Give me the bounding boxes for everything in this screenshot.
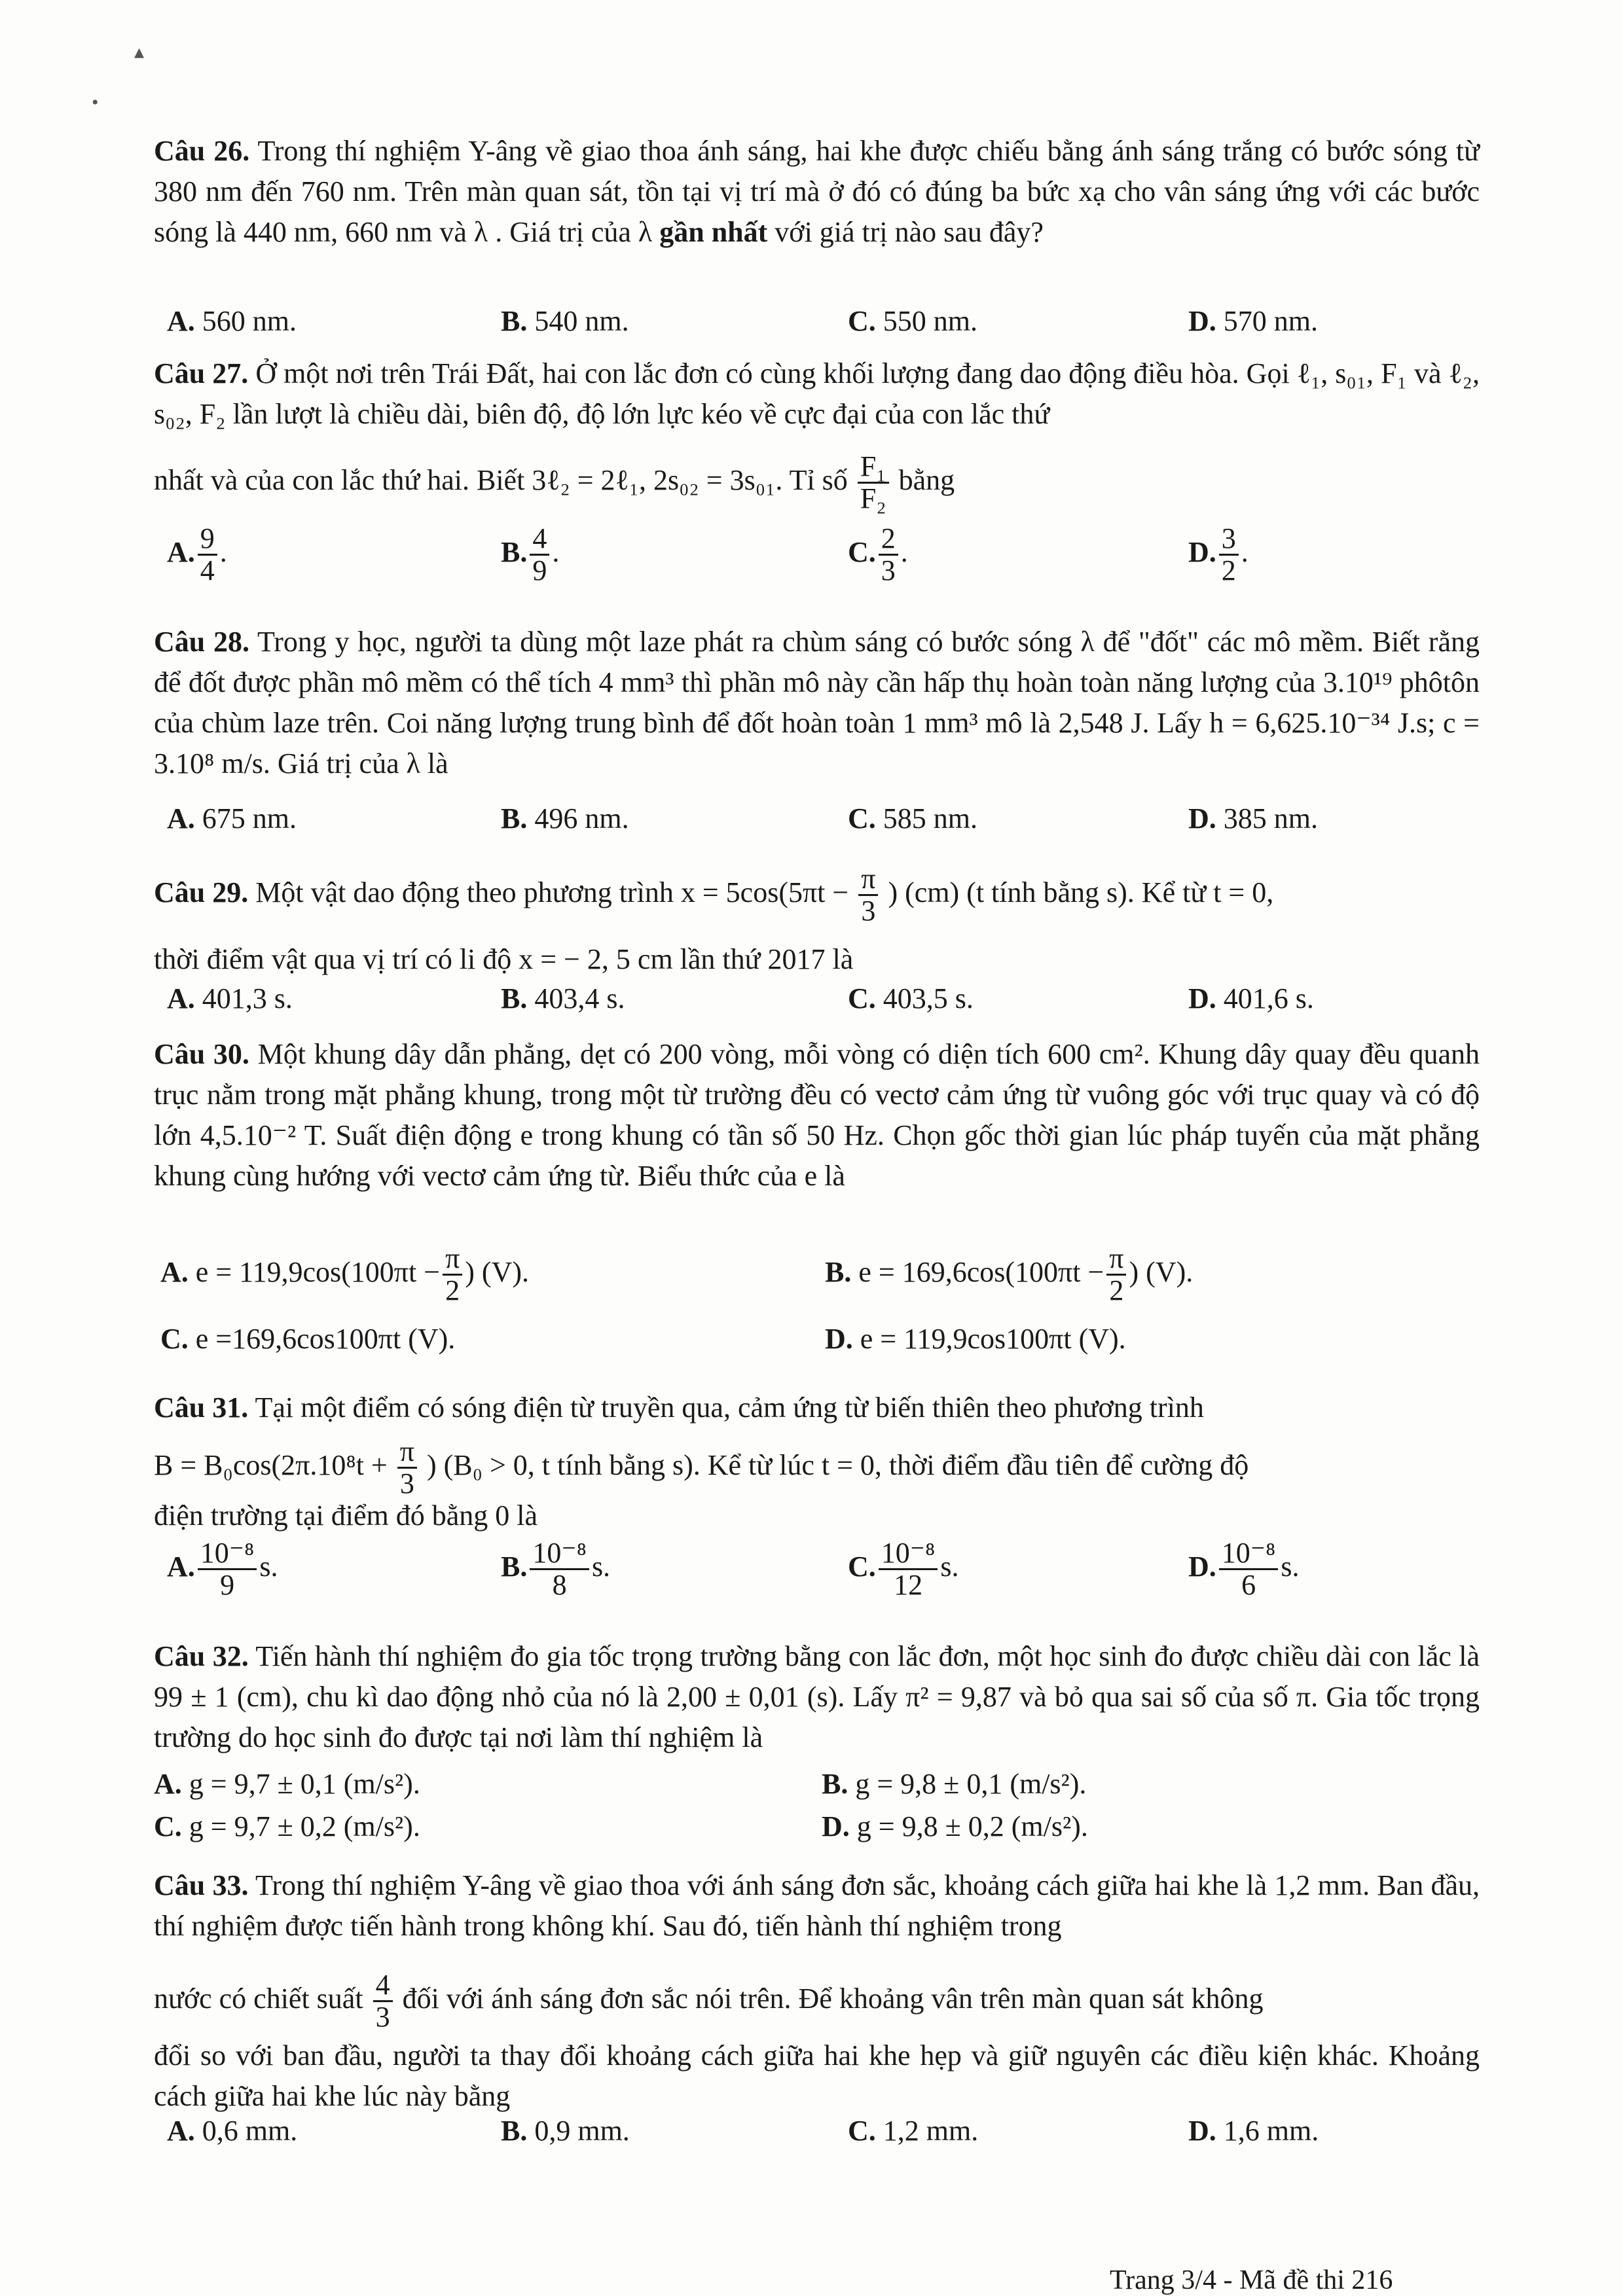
options-33 [154, 2114, 1480, 2160]
options-30-row2 [154, 1322, 1480, 1368]
question-text: ) (B₀ > 0, t tính bằng s). Kể từ lúc t = 0, thời điểm đầu tiên để cường độ [426, 1448, 1249, 1481]
scan-mark: ▴ [134, 41, 145, 63]
question-text: Ở một nơi trên Trái Đất, hai con lắc đơn có cùng khối lượng đang dao động điều hòa. Gọi ℓ₁, s₀₁, F₁ và ℓ₂, s₀₂, F₂ lần lượt là chiều dài, biên độ, độ lớn lực kéo về cực đại của con lắc thứ [154, 357, 1480, 430]
option-a[interactable]: A. 675 nm. [167, 802, 297, 834]
question-33-line3 [154, 1970, 1480, 2032]
question-text: với giá trị nào sau đây? [775, 216, 1044, 248]
question-number: Câu 26. [154, 135, 250, 167]
option-c[interactable]: C. 403,5 s. [848, 982, 974, 1014]
question-31 [154, 1388, 1480, 1428]
question-text: đối với ánh sáng đơn sắc nói trên. Để khoảng vân trên màn quan sát không [402, 1982, 1264, 2015]
options-32-row2 [154, 1810, 1480, 1856]
option-b[interactable]: B. $\frac{4}{9}$ . [501, 522, 560, 587]
option-d[interactable]: D. 401,6 s. [1188, 982, 1314, 1014]
option-c[interactable]: C. $\frac{\text{10⁻⁸}}{12}$ s. [848, 1537, 959, 1602]
options-30-row1 [154, 1244, 1480, 1309]
question-text: Trong thí nghiệm Y-âng về giao thoa với ánh sáng đơn sắc, khoảng cách giữa hai khe là 1,2 mm. Ban đầu, thí nghiệm được tiến hành trong không khí. Sau đó, tiến hành thí nghiệm trong [154, 1869, 1480, 1942]
option-b[interactable]: B. 496 nm. [501, 802, 629, 834]
option-d[interactable]: D. 1,6 mm. [1188, 2115, 1319, 2147]
question-31-line2 [154, 1437, 1480, 1499]
question-number: Câu 31. [154, 1391, 249, 1424]
question-number: Câu 30. [154, 1038, 249, 1070]
option-a[interactable]: A. $\frac{\text{10⁻⁸}}{9}$ s. [167, 1537, 278, 1602]
emphasis-text: gần nhất [659, 216, 768, 248]
question-text: Tiến hành thí nghiệm đo gia tốc trọng trường bằng con lắc đơn, một học sinh đo được chiều dài con lắc là 99 ± 1 (cm), chu kì dao động nhỏ của nó là 2,00 ± 0,01 (s). Lấy π² = 9,87 và bỏ qua sai số của số π. Gia tốc trọng trường do học sinh đo được tại nơi làm thí nghiệm là [154, 1640, 1480, 1753]
question-32 [154, 1636, 1480, 1758]
option-a[interactable]: A. 560 nm. [167, 305, 297, 337]
question-text: Trong y học, người ta dùng một laze phát ra chùm sáng có bước sóng λ để "đốt" các mô mềm. Biết rằng để đốt được phần mô mềm có thể tích 4 mm³ thì phần mô này cần hấp thụ hoàn toàn năng lượng của 3.10¹⁹ phôtôn của chùm laze trên. Coi năng lượng trung bình để đốt hoàn toàn 1 mm³ mô là 2,548 J. Lấy h = 6,625.10⁻³⁴ J.s; c = 3.10⁸ m/s. Giá trị của λ là [154, 626, 1480, 780]
option-d[interactable]: D. $\frac{3}{2}$ . [1188, 522, 1249, 587]
question-text: nhất và của con lắc thứ hai. Biết 3ℓ₂ = 2ℓ₁, 2s₀₂ = 3s₀₁. Tỉ số [154, 463, 848, 496]
question-29 [154, 864, 1480, 926]
question-text: B = B₀cos(2π.10⁸t + [154, 1448, 388, 1481]
options-26 [154, 304, 1480, 350]
option-c[interactable]: C. $\frac{2}{3}$ . [848, 522, 908, 587]
option-b[interactable]: B. g = 9,8 ± 0,1 (m/s²). [822, 1768, 1087, 1800]
question-number: Câu 27. [154, 357, 249, 389]
question-number: Câu 29. [154, 876, 249, 908]
options-29 [154, 982, 1480, 1028]
option-c[interactable]: C. 550 nm. [848, 305, 978, 337]
question-text: đổi so với ban đầu, người ta thay đổi khoảng cách giữa hai khe hẹp và giữ nguyên các điều kiện khác. Khoảng cách giữa hai khe lúc này bằng [154, 2039, 1480, 2112]
option-b[interactable]: B. 0,9 mm. [501, 2115, 630, 2147]
phase-fraction: $\frac{\pi}{3}$ [397, 1437, 417, 1499]
option-c[interactable]: C. 1,2 mm. [848, 2115, 979, 2147]
option-d[interactable]: D. e = 119,9cos100πt (V). [825, 1323, 1126, 1355]
options-27 [154, 524, 1480, 615]
question-text: ) (cm) (t tính bằng s). Kể từ t = 0, [888, 876, 1274, 908]
page-footer: Trang 3/4 - Mã đề thi 216 [1110, 2265, 1393, 2295]
option-c[interactable]: C. e =169,6cos100πt (V). [160, 1323, 456, 1355]
option-b[interactable]: B. 540 nm. [501, 305, 629, 337]
question-text: bằng [898, 463, 955, 496]
question-33 [154, 1865, 1480, 1946]
option-d[interactable]: D. $\frac{\text{10⁻⁸}}{6}$ s. [1188, 1537, 1300, 1602]
question-30 [154, 1034, 1480, 1196]
options-31 [154, 1538, 1480, 1623]
option-b[interactable]: B. e = 169,6cos(100πt − $\frac{\pi}{2}$ ) (V). [825, 1242, 1194, 1307]
option-a[interactable]: A. 401,3 s. [167, 982, 293, 1014]
question-26 [154, 131, 1480, 253]
phase-fraction: $\frac{\pi}{3}$ [858, 864, 878, 926]
option-b[interactable]: B. $\frac{\text{10⁻⁸}}{8}$ s. [501, 1537, 611, 1602]
question-28 [154, 622, 1480, 784]
question-text: nước có chiết suất [154, 1982, 363, 2015]
question-text: Một khung dây dẫn phẳng, dẹt có 200 vòng, mỗi vòng có diện tích 600 cm². Khung dây quay đều quanh trục nằm trong mặt phẳng khung, trong một từ trường đều có vectơ cảm ứng từ vuông góc với trục quay và có độ lớn 4,5.10⁻² T. Suất điện động e trong khung có tần số 50 Hz. Chọn gốc thời gian lúc pháp tuyến của mặt phẳng khung cùng hướng với vectơ cảm ứng từ. Biểu thức của e là [154, 1038, 1480, 1192]
option-b[interactable]: B. 403,4 s. [501, 982, 625, 1014]
options-32-row1 [154, 1767, 1480, 1813]
ratio-fraction: $\frac{\text{F₁}}{\text{F₂}}$ [858, 452, 889, 514]
option-a[interactable]: A. 0,6 mm. [167, 2115, 298, 2147]
question-text: Trong thí nghiệm Y-âng về giao thoa ánh sáng, hai khe được chiếu bằng ánh sáng trắng có bước sóng từ 380 nm đến 760 nm. Trên màn quan sát, tồn tại vị trí mà ở đó có đúng ba bức xạ cho vân sáng ứng với các bước sóng là 440 nm, 660 nm và λ . Giá trị của λ [154, 135, 1480, 248]
question-number: Câu 32. [154, 1640, 249, 1672]
question-29-line2 [154, 939, 1480, 980]
option-c[interactable]: C. 585 nm. [848, 802, 978, 834]
question-33-line4 [154, 2036, 1480, 2117]
option-d[interactable]: D. 570 nm. [1188, 305, 1319, 337]
question-27 [154, 353, 1480, 435]
refractive-index-fraction: $\frac{4}{3}$ [373, 1970, 393, 2032]
option-a[interactable]: A. e = 119,9cos(100πt − $\frac{\pi}{2}$ ) (V). [160, 1242, 530, 1307]
question-text: thời điểm vật qua vị trí có li độ x = − 2, 5 cm lần thứ 2017 là [154, 943, 854, 975]
question-number: Câu 28. [154, 626, 249, 658]
question-text: điện trường tại điểm đó bằng 0 là [154, 1499, 538, 1532]
question-text: Tại một điểm có sóng điện từ truyền qua, cảm ứng từ biến thiên theo phương trình [255, 1391, 1204, 1424]
option-d[interactable]: D. g = 9,8 ± 0,2 (m/s²). [822, 1810, 1088, 1842]
option-c[interactable]: C. g = 9,7 ± 0,2 (m/s²). [154, 1810, 420, 1842]
question-31-line3 [154, 1496, 1480, 1536]
scan-mark: • [92, 92, 99, 113]
option-a[interactable]: A. g = 9,7 ± 0,1 (m/s²). [154, 1768, 420, 1800]
question-number: Câu 33. [154, 1869, 249, 1901]
question-text: Một vật dao động theo phương trình x = 5cos(5πt − [255, 876, 849, 908]
options-28 [154, 802, 1480, 848]
option-a[interactable]: A. $\frac{9}{4}$ . [167, 522, 227, 587]
option-d[interactable]: D. 385 nm. [1188, 802, 1319, 834]
question-27-line3 [154, 452, 1480, 514]
